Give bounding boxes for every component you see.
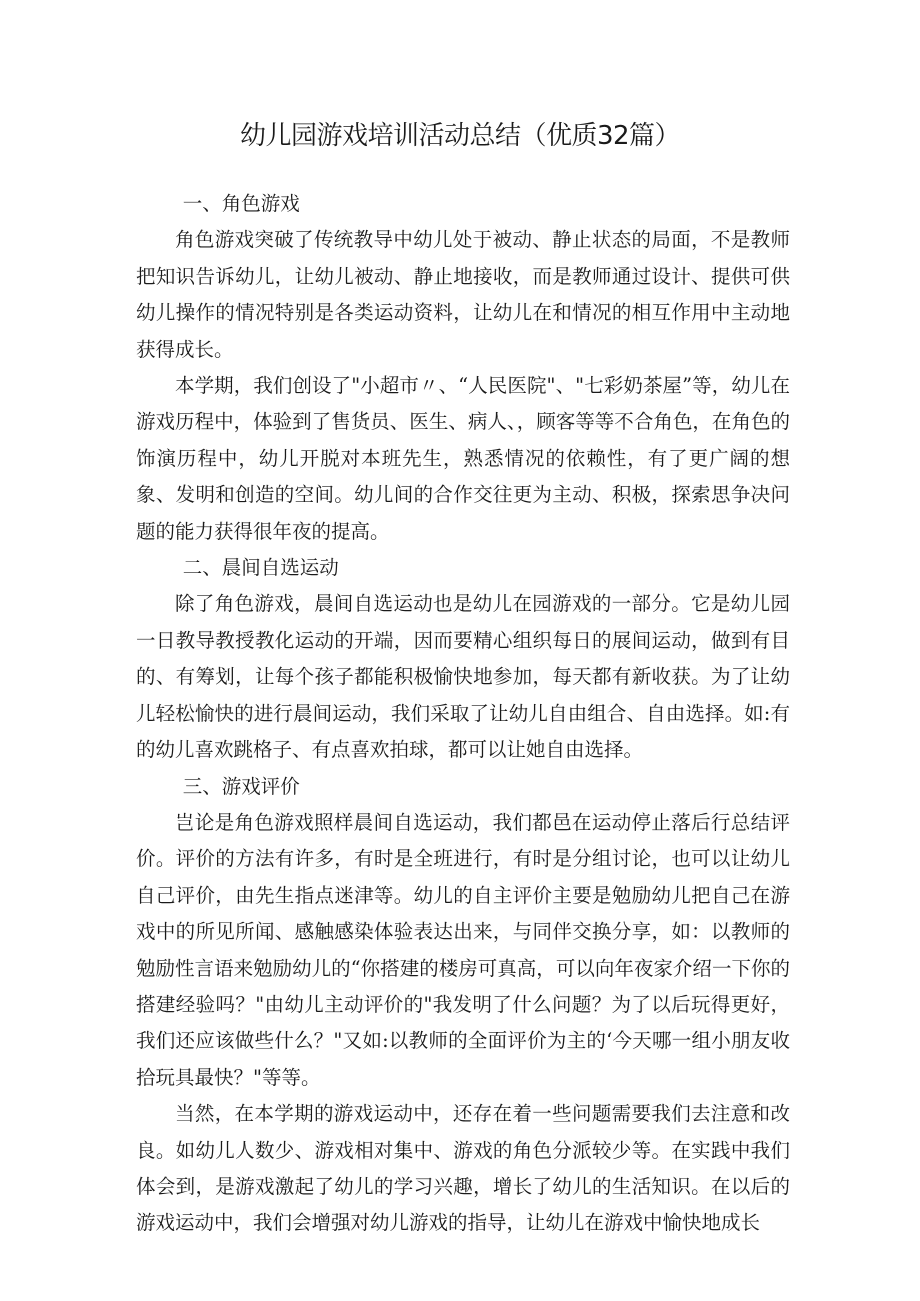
section-heading-game-evaluation: 三、游戏评价 <box>182 774 300 798</box>
document-body <box>136 186 790 1242</box>
paragraph-game-evaluation: 岂论是角色游戏照样晨间自选运动，我们都邑在运动停止落后行总结评价。评价的方法有许多，有时是全班进行，有时是分组讨论，也可以让幼儿自己评价，由先生指点迷津等。幼儿的自主评价主要是勉励幼儿把自己在游戏中的所见所闻、感触感染体验表达出来，与同伴交换分享，如：以教师的勉励性言语来勉励幼儿的“你搭建的楼房可真高，可以向年夜家介绍一下你的搭建经验吗？"由幼儿主动评价的"我发明了什么问题？为了以后玩得更好，我们还应该做些什么？"又如:以教师的全面评价为主的‘今天哪一组小朋友收拾玩具最快？"等等。 <box>136 810 790 1089</box>
section-heading-morning-activity: 二、晨间自选运动 <box>182 556 339 580</box>
section-heading-role-play: 一、角色游戏 <box>182 192 300 215</box>
paragraph-role-play-semester: 本学期，我们创设了"小超市〃、“人民医院"、"七彩奶茶屋”等，幼儿在游戏历程中，体验到了售货员、医生、病人、，顾客等等不合角色，在角色的饰演历程中，幼儿开脱对本班先生，熟悉情况的依赖性，有了更广阔的想象、发明和创造的空间。幼儿间的合作交往更为主动、积极，探索思争决问题的能力获得很年夜的提高。 <box>136 374 790 543</box>
paragraph-role-play-intro: 角色游戏突破了传统教导中幼儿处于被动、静止状态的局面，不是教师把知识告诉幼儿，让幼儿被动、静止地接收，而是教师通过设计、提供可供幼儿操作的情况特别是各类运动资料，让幼儿在和情况的相互作用中主动地获得成长。 <box>136 228 790 361</box>
paragraph-morning-activity: 除了角色游戏，晨间自选运动也是幼儿在园游戏的一部分。它是幼儿园一日教导教授教化运动的开端，因而要精心组织每日的展间运动，做到有目的、有筹划，让每个孩子都能积极愉快地参加，每天都有新收获。为了让幼儿轻松愉快的进行晨间运动，我们采取了让幼儿自由组合、自由选择。如:有的幼儿喜欢跳格子、有点喜欢拍球，都可以让她自由选择。 <box>136 592 790 762</box>
document-title: 幼儿园游戏培训活动总结（优质32篇） <box>239 121 681 151</box>
paragraph-conclusion: 当然，在本学期的游戏运动中，还存在着一些问题需要我们去注意和改良。如幼儿人数少、游戏相对集中、游戏的角色分派较少等。在实践中我们体会到，是游戏激起了幼儿的学习兴趣，增长了幼儿的生活知识。在以后的游戏运动中，我们会增强对幼儿游戏的指导，让幼儿在游戏中愉快地成长 <box>136 1102 790 1235</box>
